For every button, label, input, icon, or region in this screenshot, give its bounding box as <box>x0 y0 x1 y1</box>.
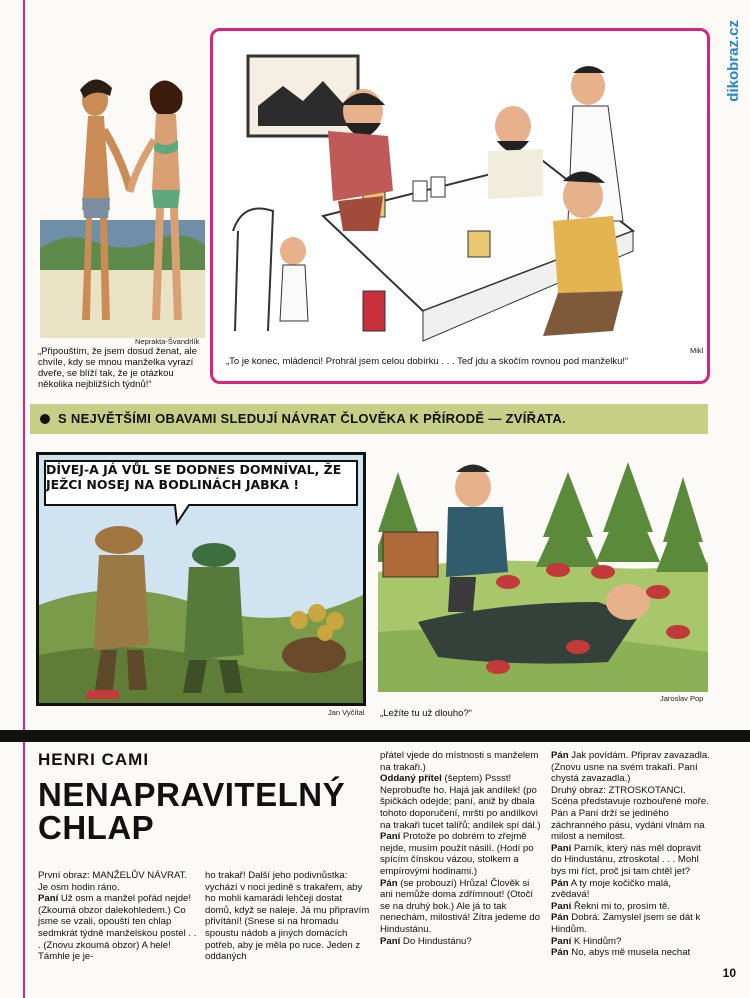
article-column-1 <box>38 870 198 963</box>
paragraph: Pán A ty moje kočičko malá, zvědavá! <box>551 877 671 901</box>
paragraph: Pán (se probouzí) Hrůza! Člověk si ani nemůže doma zdřímnout! (Otočí se na druhý bok.) Ale já to tak nenechám, milostivá! Zítra jedeme do Hindustánu. <box>380 877 540 935</box>
bullet-icon <box>40 414 50 424</box>
hunters-hedgehog-illustration <box>39 455 363 703</box>
cartoon1-credit: Neprakta-Švandrlík <box>135 337 200 346</box>
cartoon2-credit: Mikl <box>690 346 704 355</box>
paragraph: Paní Už osm a manžel pořád nejde! (Zkoumá obzor dalekohledem.) Co jsme se vzali, opouští ten chlap sedmkrát týdně manželskou postel . . . (Znovu zkoumá obzor) A hele! Támhle je je- <box>38 893 197 963</box>
paragraph: přátel vjede do místnosti s manželem na trakaři.) <box>380 750 539 773</box>
paragraph: Druhý obraz: ZTROSKOTANCI. Scéna představuje rozbouřené moře. Pán a Paní drží se jediného záchranného pásu, vydáni vlnám na milost a nemilost. <box>551 784 709 843</box>
title-line-2: CHLAP <box>38 809 155 846</box>
paragraph: Oddaný přítel (šeptem) Pssst! Neprobuďte ho. Hajá jak andílek! (po špičkách odejde; paní, aniž by dbala tohoto doporučení, mrští po andílkovi na trakaři tucet talířů; andílek spí dál.) <box>380 773 541 831</box>
paragraph: Pán Jak povídám. Připrav zavazadla. (Znovu usne na svém trakaři. Paní chystá zavazadla.) <box>551 750 710 785</box>
paragraph: Paní Do Hindustánu? <box>380 935 472 947</box>
cartoon-card-players <box>210 28 710 384</box>
cartoon3-credit: Jan Vyčítal <box>328 708 365 717</box>
paragraph: Paní Protože po dobrém to zřejmě nejde, musím použít násilí. (Hodí po spícím čínskou vázou, stolkem a empírovými hodinami.) <box>380 831 534 877</box>
cartoon4-credit: Jaroslav Pop <box>660 694 704 703</box>
left-margin-line <box>23 0 25 998</box>
cartoon4-caption: „Ležíte tu už dlouho?“ <box>380 708 472 719</box>
title-line-1: NENAPRAVITELNÝ <box>38 776 346 813</box>
paragraph: První obraz: MANŽELŮV NÁVRAT. Je osm hodin ráno. <box>38 870 188 893</box>
paragraph: Pán No, abys mě musela nechat <box>551 947 691 959</box>
cartoon-mushroom-man <box>378 452 708 692</box>
cartoon2-caption: „To je konec, mládenci! Prohrál jsem celou dobírku . . . Teď jdu a skočím rovnou pod manželku!“ <box>226 356 629 367</box>
mushroom-man-illustration <box>378 452 708 692</box>
cartoon-beach-couple <box>40 70 205 338</box>
paragraph: Pán Dobrá. Zamyslel jsem se dát k Hindům. <box>551 912 701 935</box>
article-author: HENRI CAMI <box>38 750 150 769</box>
article-column-2 <box>205 870 371 963</box>
paragraph: Paní K Hindům? <box>551 935 622 947</box>
article-title <box>38 778 345 844</box>
article-column-4 <box>551 750 711 959</box>
article-column-3 <box>380 750 542 947</box>
beach-couple-illustration <box>40 70 205 338</box>
paragraph: Paní Parník, který nás měl dopravit do Hindustánu, ztroskotal . . . Mohl bys mi říct, proč jsi tam chtěl jet? <box>551 842 701 877</box>
paragraph: ho trakař! Další jeho podivnůstka: vychází v noci jedině s trakařem, aby ho mohli kamarádi lehčeji dostat domů, když se naleje. Já mu připravím přivítání! (Snese si na hromadu spoustu nádob a jiných domácích potřeb, aby je měla po ruce. Jeden z oddaných <box>205 870 370 963</box>
watermark: dikobraz.cz <box>725 20 742 102</box>
cartoon1-caption: „Připouštím, že jsem dosud ženat, ale chvíle, kdy se mnou manželka vyrazí dveře, se blíží tak, že je otázkou několika nejbližších týdnů!“ <box>38 346 197 390</box>
section-banner <box>30 404 708 434</box>
cartoon3-speech: DÍVEJ-A JÁ VŮL SE DODNES DOMNÍVAL, ŽE JEŽCI NOSEJ NA BODLINÁCH JABKA ! <box>46 462 342 492</box>
page-number: 10 <box>722 966 736 980</box>
paragraph: Paní Řekni mi to, prosím tě. <box>551 900 670 912</box>
card-players-illustration <box>213 31 707 381</box>
section-divider <box>0 730 750 742</box>
banner-text: S NEJVĚTŠÍMI OBAVAMI SLEDUJÍ NÁVRAT ČLOVĚKA K PŘÍRODĚ — ZVÍŘATA. <box>58 411 566 426</box>
